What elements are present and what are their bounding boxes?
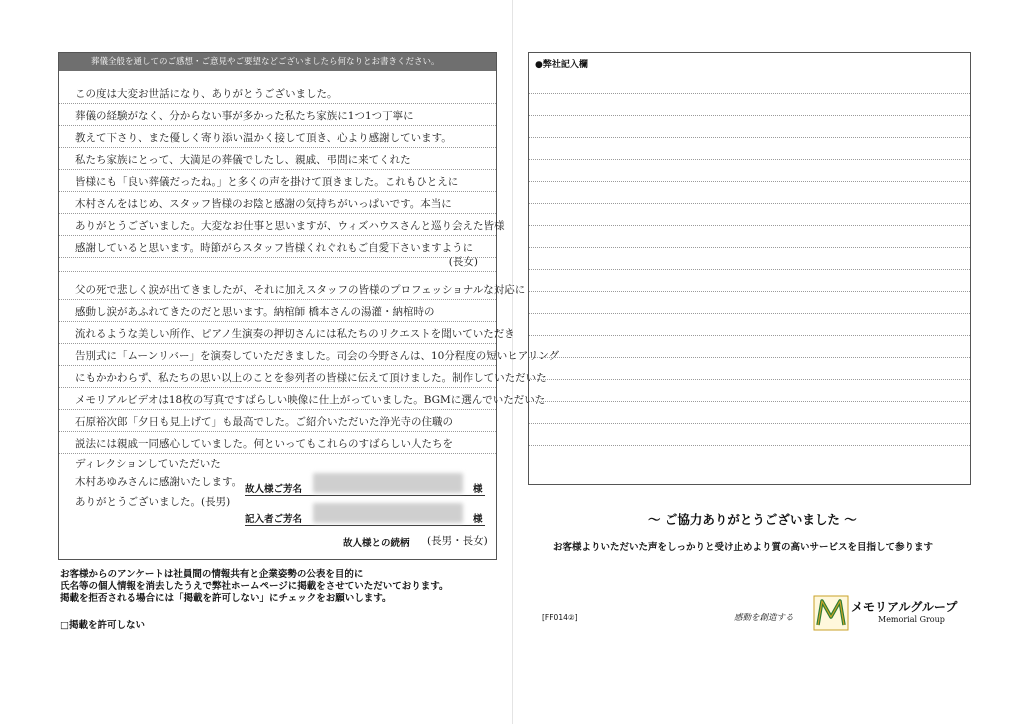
hw-line: この度は大変お世話になり、ありがとうございました。: [59, 83, 496, 104]
writing-line: [529, 401, 970, 402]
hw-line: ありがとうございました。大変なお仕事と思いますが、ウィズハウスさんと巡り会えた皆様: [59, 215, 496, 236]
hw-line: 木村さんをはじめ、スタッフ皆様のお陰と感謝の気持ちがいっぱいです。本当に: [59, 193, 496, 214]
writer-name-label: 記入者ご芳名: [245, 514, 303, 525]
writing-line: [529, 159, 970, 160]
relationship-value: (長男・長女): [427, 535, 488, 547]
honorific: 様: [473, 484, 483, 495]
notice-line: お客様からのアンケートは社員間の情報共有と企業姿勢の公表を目的に: [60, 569, 364, 580]
publication-notice: [60, 569, 449, 605]
form-code: [FF014②]: [542, 613, 578, 622]
honorific: 様: [473, 514, 483, 525]
writing-line: [529, 115, 970, 116]
hw-line: 父の死で悲しく涙が出てきましたが、それに加えスタッフの皆様のプロフェッショナルな対応に: [59, 279, 496, 300]
thanks-subtext: お客様よりいただいた声をしっかりと受け止めより質の高いサービスを目指して参ります: [553, 542, 934, 553]
relationship-label: 故人様との続柄: [343, 538, 410, 549]
writer-name-underline: [245, 525, 485, 526]
hw-line: 葬儀の経験がなく、分からない事が多かった私たち家族に1つ1つ丁寧に: [59, 105, 496, 126]
redacted-name: [313, 503, 463, 523]
hw-line: 説法には親戚一同感心していました。何といってもこれらのすばらしい人たちを: [59, 433, 496, 454]
writing-line: [529, 335, 970, 336]
hw-line: メモリアルビデオは18枚の写真ですばらしい映像に仕上がっていました。BGMに選んでいただいた: [59, 389, 496, 410]
company-use-card: [528, 52, 971, 485]
card-header: 葬儀全般を通してのご感想・ご意見やご要望などございましたら何なりとお書きください。: [59, 53, 496, 71]
writing-line: [529, 93, 970, 94]
writing-line: [529, 181, 970, 182]
notice-line: 氏名等の個人情報を消去したうえで弊社ホームページに掲載をさせていただいております。: [60, 581, 449, 592]
hw-line: 感動し涙があふれてきたのだと思います。納棺師 橋本さんの湯灌・納棺時の: [59, 301, 496, 322]
writing-line: [529, 357, 970, 358]
hw-line: 皆様にも「良い葬儀だったね。」と多くの声を掛けて頂きました。これもひとえに: [59, 171, 496, 192]
writing-line: [529, 313, 970, 314]
no-publish-checkbox[interactable]: □掲載を許可しない: [60, 620, 145, 631]
hw-line: 木村あゆみさんに感謝いたします。: [75, 476, 243, 488]
notice-line: 掲載を拒否される場合には「掲載を許可しない」にチェックをお願いします。: [60, 593, 392, 604]
thanks-heading: 〜 ご協力ありがとうございました 〜: [648, 512, 857, 527]
deceased-name-underline: [245, 495, 485, 496]
writing-line: [529, 225, 970, 226]
section-divider: [59, 271, 496, 272]
hw-line: 告別式に「ムーンリバー」を演奏していただきました。司会の今野さんは、10分程度の短いヒアリング: [59, 345, 496, 366]
hw-line: 流れるような美しい所作、ピアノ生演奏の押切さんには私たちのリクエストを聞いていただき: [59, 323, 496, 344]
writing-line: [529, 247, 970, 248]
hw-line: 石原裕次郎「夕日も見上げて」も最高でした。ご紹介いただいた浄光寺の住職の: [59, 411, 496, 432]
hw-line: [59, 251, 496, 271]
comment-card: [58, 52, 560, 560]
writing-line: [529, 423, 970, 424]
redacted-name: [313, 473, 463, 493]
signature-elder-daughter: (長女): [448, 256, 478, 268]
writing-line: [529, 137, 970, 138]
memorial-logo-icon: [813, 595, 849, 631]
writing-line: [529, 445, 970, 446]
writing-line: [529, 291, 970, 292]
hw-line: ディレクションしていただいた: [75, 458, 221, 470]
hw-line: ありがとうございました。(長男): [75, 496, 231, 508]
slogan: 感動を創造する: [734, 613, 794, 623]
hw-line: にもかかわらず、私たちの思い以上のことを参列者の皆様に伝えて頂けました。制作していただいた: [59, 367, 496, 388]
company-use-title: ●弊社記入欄: [535, 60, 588, 70]
writing-line: [529, 269, 970, 270]
hw-line: 感謝していると思います。時節がらスタッフ皆様くれぐれもご自愛下さいますように: [59, 237, 496, 258]
hw-line: 私たち家族にとって、大満足の葬儀でしたし、親戚、弔問に来てくれた: [59, 149, 496, 170]
brand-name-en: Memorial Group: [878, 615, 945, 624]
writing-line: [529, 379, 970, 380]
brand-name: メモリアルグループ: [851, 600, 958, 614]
hw-line: 教えて下さり、また優しく寄り添い温かく接して頂き、心より感謝しています。: [59, 127, 496, 148]
deceased-name-label: 故人様ご芳名: [245, 484, 303, 495]
writing-line: [529, 203, 970, 204]
